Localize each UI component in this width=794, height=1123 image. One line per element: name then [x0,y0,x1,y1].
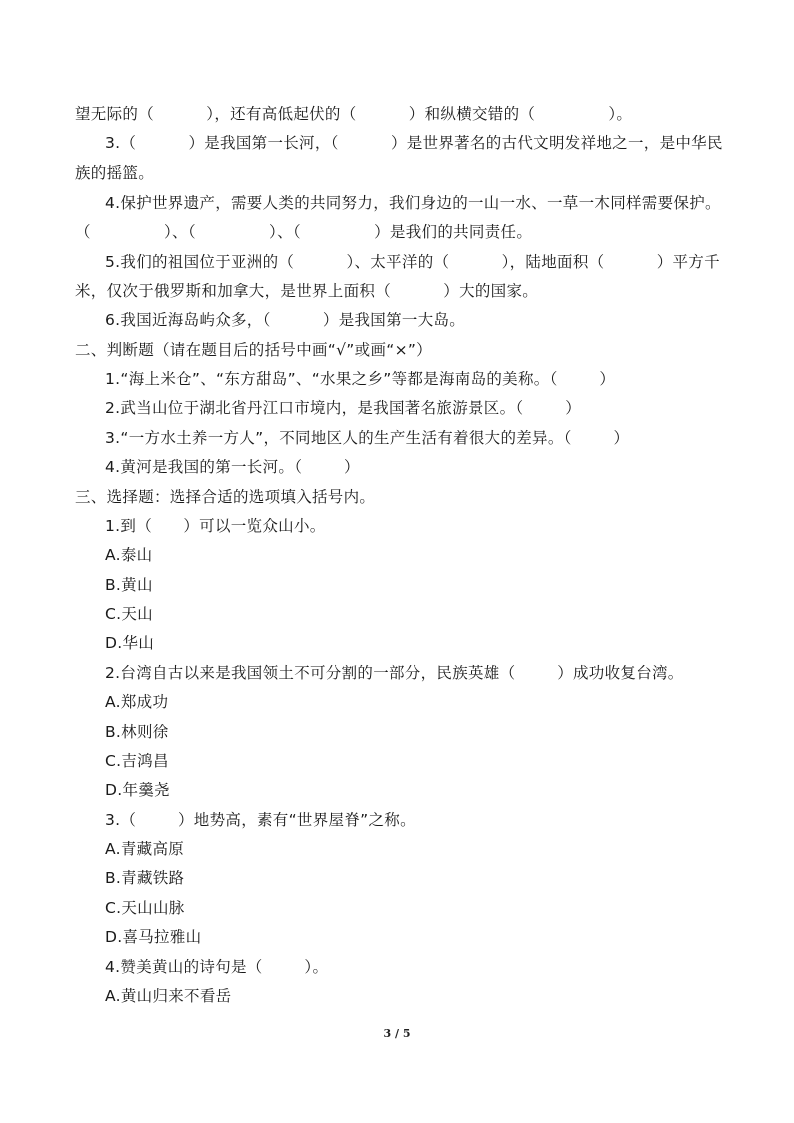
section-heading: 二、判断题（请在题目后的括号中画“√”或画“×”） [75,341,432,359]
option-line: D.喜马拉雅山 [105,928,202,946]
text-line: 2.台湾自古以来是我国领土不可分割的一部分，民族英雄（ ）成功收复台湾。 [105,664,684,682]
text-line: （ ）、（ ）、（ ）是我们的共同责任。 [75,223,533,241]
text-line: 望无际的（ ），还有高低起伏的（ ）和纵横交错的（ ）。 [75,105,633,123]
page-number: 3 / 5 [383,1027,411,1040]
text-line: 3.“一方水土养一方人”，不同地区人的生产生活有着很大的差异。（ ） [105,429,630,447]
text-line: 2.武当山位于湖北省丹江口市境内，是我国著名旅游景区。（ ） [105,399,582,417]
text-line: 3.（ ）是我国第一长河，（ ）是世界著名的古代文明发祥地之一，是中华民 [105,134,723,152]
option-line: A.泰山 [105,546,153,564]
option-line: C.天山 [105,605,153,623]
text-line: 5.我们的祖国位于亚洲的（ ）、太平洋的（ ），陆地面积（ ）平方千 [105,253,720,271]
option-line: A.郑成功 [105,693,169,711]
text-line: 1.“海上米仓”、“东方甜岛”、“水果之乡”等都是海南岛的美称。（ ） [105,370,616,388]
text-line: 6.我国近海岛屿众多，（ ）是我国第一大岛。 [105,311,466,329]
text-line: 4.赞美黄山的诗句是（ ）。 [105,958,329,976]
option-line: B.林则徐 [105,723,169,741]
text-line: 4.保护世界遗产，需要人类的共同努力，我们身边的一山一水、一草一木同样需要保护。 [105,194,721,212]
text-line: 3.（ ）地势高，素有“世界屋脊”之称。 [105,811,416,829]
text-line: 米，仅次于俄罗斯和加拿大，是世界上面积（ ）大的国家。 [75,282,539,300]
section-heading: 三、选择题：选择合适的选项填入括号内。 [75,488,376,506]
option-line: A.黄山归来不看岳 [105,987,232,1005]
option-line: D.华山 [105,634,155,652]
option-line: B.青藏铁路 [105,869,185,887]
option-line: D.年羹尧 [105,781,170,799]
option-line: C.天山山脉 [105,899,185,917]
option-line: C.吉鸿昌 [105,752,169,770]
text-line: 4.黄河是我国的第一长河。（ ） [105,458,360,476]
text-line: 族的摇篮。 [75,164,155,182]
text-line: 1.到（ ）可以一览众山小。 [105,517,326,535]
option-line: A.青藏高原 [105,840,185,858]
option-line: B.黄山 [105,576,153,594]
